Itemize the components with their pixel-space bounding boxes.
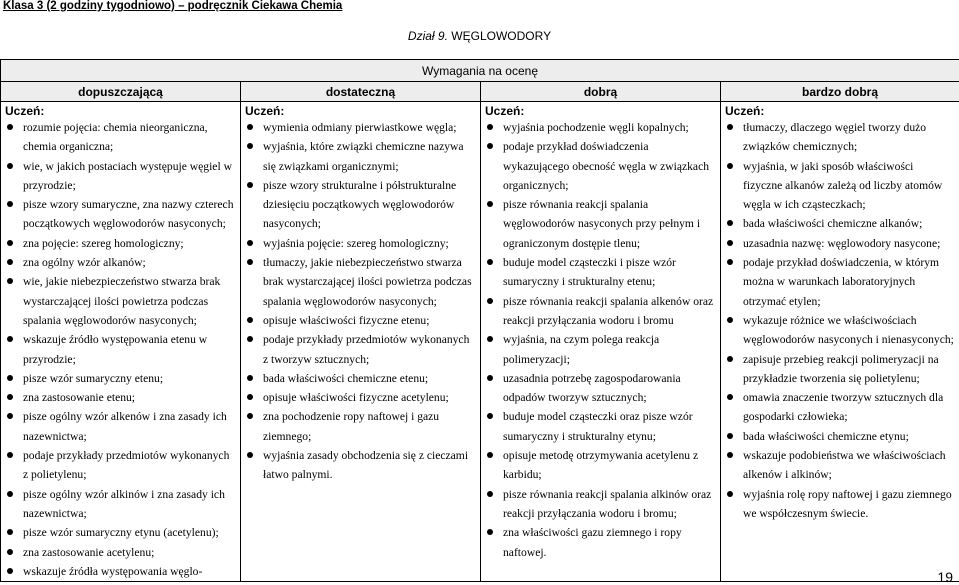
requirement-item: wskazuje źródło występowania etenu w przyrodzie; [5, 330, 236, 369]
section-heading [0, 29, 959, 43]
requirement-item: podaje przykłady przedmiotów wykonanych z polietylenu; [5, 446, 236, 485]
requirements-list [725, 118, 955, 523]
grade-header-dostateczna: dostateczną [241, 82, 481, 102]
requirement-item: wykazuje różnice we właściwościach węglowodorów nasyconych i nienasyconych; [725, 311, 955, 350]
document-title: Klasa 3 (2 godziny tygodniowo) – podręcznik Ciekawa Chemia [3, 0, 343, 12]
requirement-item: pisze równania reakcji spalania węglowodorów nasyconych przy pełnym i ograniczonym dostępie tlenu; [485, 195, 716, 253]
requirement-item: omawia znaczenie tworzyw sztucznych dla gospodarki człowieka; [725, 388, 955, 427]
requirement-item: opisuje właściwości fizyczne etenu; [245, 311, 476, 330]
column-bardzo-dobra [721, 102, 959, 582]
student-label: Uczeń: [245, 104, 285, 118]
requirement-item: buduje model cząsteczki i pisze wzór sumaryczny i strukturalny etenu; [485, 253, 716, 292]
requirement-item: wie, jakie niebezpieczeństwo stwarza brak wystarczającej ilości powietrza podczas spalania węglowodorów nasyconych; [5, 272, 236, 330]
requirement-item: tłumaczy, jakie niebezpieczeństwo stwarza brak wystarczającej ilości powietrza podczas spalania węglowodorów nasyconych; [245, 253, 476, 311]
student-label: Uczeń: [485, 104, 525, 118]
requirement-item: zna pojęcie: szereg homologiczny; [5, 234, 236, 253]
requirement-item: zna zastosowanie etenu; [5, 388, 236, 407]
page-number: 19 [937, 569, 953, 585]
requirement-item: wyjaśnia, na czym polega reakcja polimeryzacji; [485, 330, 716, 369]
requirement-item: opisuje metodę otrzymywania acetylenu z karbidu; [485, 446, 716, 485]
requirement-item: pisze wzory sumaryczne, zna nazwy czterech początkowych węglowodorów nasyconych; [5, 195, 236, 234]
requirement-item: uzasadnia nazwę: węglowodory nasycone; [725, 234, 955, 253]
requirement-item: podaje przykłady przedmiotów wykonanych z tworzyw sztucznych; [245, 330, 476, 369]
requirement-item: zapisuje przebieg reakcji polimeryzacji na przykładzie tworzenia się polietylenu; [725, 350, 955, 389]
requirement-item: bada właściwości chemiczne etynu; [725, 427, 955, 446]
requirement-item: buduje model cząsteczki oraz pisze wzór sumaryczny i strukturalny etynu; [485, 407, 716, 446]
requirement-item: bada właściwości chemiczne etenu; [245, 369, 476, 388]
requirement-item: pisze wzory strukturalne i półstrukturalne dziesięciu początkowych węglowodorów nasyconych; [245, 176, 476, 234]
grade-requirements-header: Wymagania na ocenę [1, 60, 959, 82]
requirement-item: zna pochodzenie ropy naftowej i gazu ziemnego; [245, 407, 476, 446]
requirements-list [245, 118, 476, 485]
requirement-item: tłumaczy, dlaczego węgiel tworzy dużo związków chemicznych; [725, 118, 955, 157]
section-name: WĘGLOWODORY [451, 29, 552, 43]
grade-header-dopuszczajaca: dopuszczającą [1, 82, 241, 102]
requirement-item: wyjaśnia, w jaki sposób właściwości fizyczne alkanów zależą od liczby atomów węgla w ich cząsteczkach; [725, 157, 955, 215]
requirement-item: pisze ogólny wzór alkenów i zna zasady ich nazewnictwa; [5, 407, 236, 446]
requirement-item: wyjaśnia, które związki chemiczne nazywa się związkami organicznymi; [245, 137, 476, 176]
column-dobra [481, 102, 721, 582]
requirement-item: pisze ogólny wzór alkinów i zna zasady ich nazewnictwa; [5, 485, 236, 524]
requirement-item: wyjaśnia pochodzenie węgli kopalnych; [485, 118, 716, 137]
requirement-item: rozumie pojęcia: chemia nieorganiczna, chemia organiczna; [5, 118, 236, 157]
grade-header-bardzo-dobra: bardzo dobrą [721, 82, 959, 102]
requirements-table [0, 59, 959, 582]
requirement-item: pisze wzór sumaryczny etynu (acetylenu); [5, 523, 236, 542]
requirement-item: zna właściwości gazu ziemnego i ropy naftowej. [485, 523, 716, 562]
column-dopuszczajaca [1, 102, 241, 582]
requirement-item: podaje przykład doświadczenia, w którym można w warunkach laboratoryjnych otrzymać etylen; [725, 253, 955, 311]
requirements-list [485, 118, 716, 562]
requirements-list [5, 118, 236, 581]
requirement-item: opisuje właściwości fizyczne acetylenu; [245, 388, 476, 407]
requirement-item: wie, w jakich postaciach występuje węgiel w przyrodzie; [5, 157, 236, 196]
requirement-item: wyjaśnia rolę ropy naftowej i gazu ziemnego we współczesnym świecie. [725, 485, 955, 524]
column-dostateczna [241, 102, 481, 582]
requirement-item: wskazuje źródła występowania węglo- [5, 562, 236, 581]
requirement-item: uzasadnia potrzebę zagospodarowania odpadów tworzyw sztucznych; [485, 369, 716, 408]
requirement-item: zna ogólny wzór alkanów; [5, 253, 236, 272]
requirement-item: wymienia odmiany pierwiastkowe węgla; [245, 118, 476, 137]
student-label: Uczeń: [5, 104, 45, 118]
requirement-item: pisze równania reakcji spalania alkenów oraz reakcji przyłączania wodoru i bromu [485, 292, 716, 331]
requirement-item: zna zastosowanie acetylenu; [5, 543, 236, 562]
grade-header-dobra: dobrą [481, 82, 721, 102]
student-label: Uczeń: [725, 104, 765, 118]
requirement-item: pisze równania reakcji spalania alkinów oraz reakcji przyłączania wodoru i bromu; [485, 485, 716, 524]
requirement-item: wyjaśnia pojęcie: szereg homologiczny; [245, 234, 476, 253]
section-prefix: Dział 9. [407, 29, 448, 43]
requirement-item: podaje przykład doświadczenia wykazującego obecność węgla w związkach organicznych; [485, 137, 716, 195]
requirement-item: wskazuje podobieństwa we właściwościach alkenów i alkinów; [725, 446, 955, 485]
requirement-item: wyjaśnia zasady obchodzenia się z cieczami łatwo palnymi. [245, 446, 476, 485]
requirement-item: bada właściwości chemiczne alkanów; [725, 214, 955, 233]
requirement-item: pisze wzór sumaryczny etenu; [5, 369, 236, 388]
